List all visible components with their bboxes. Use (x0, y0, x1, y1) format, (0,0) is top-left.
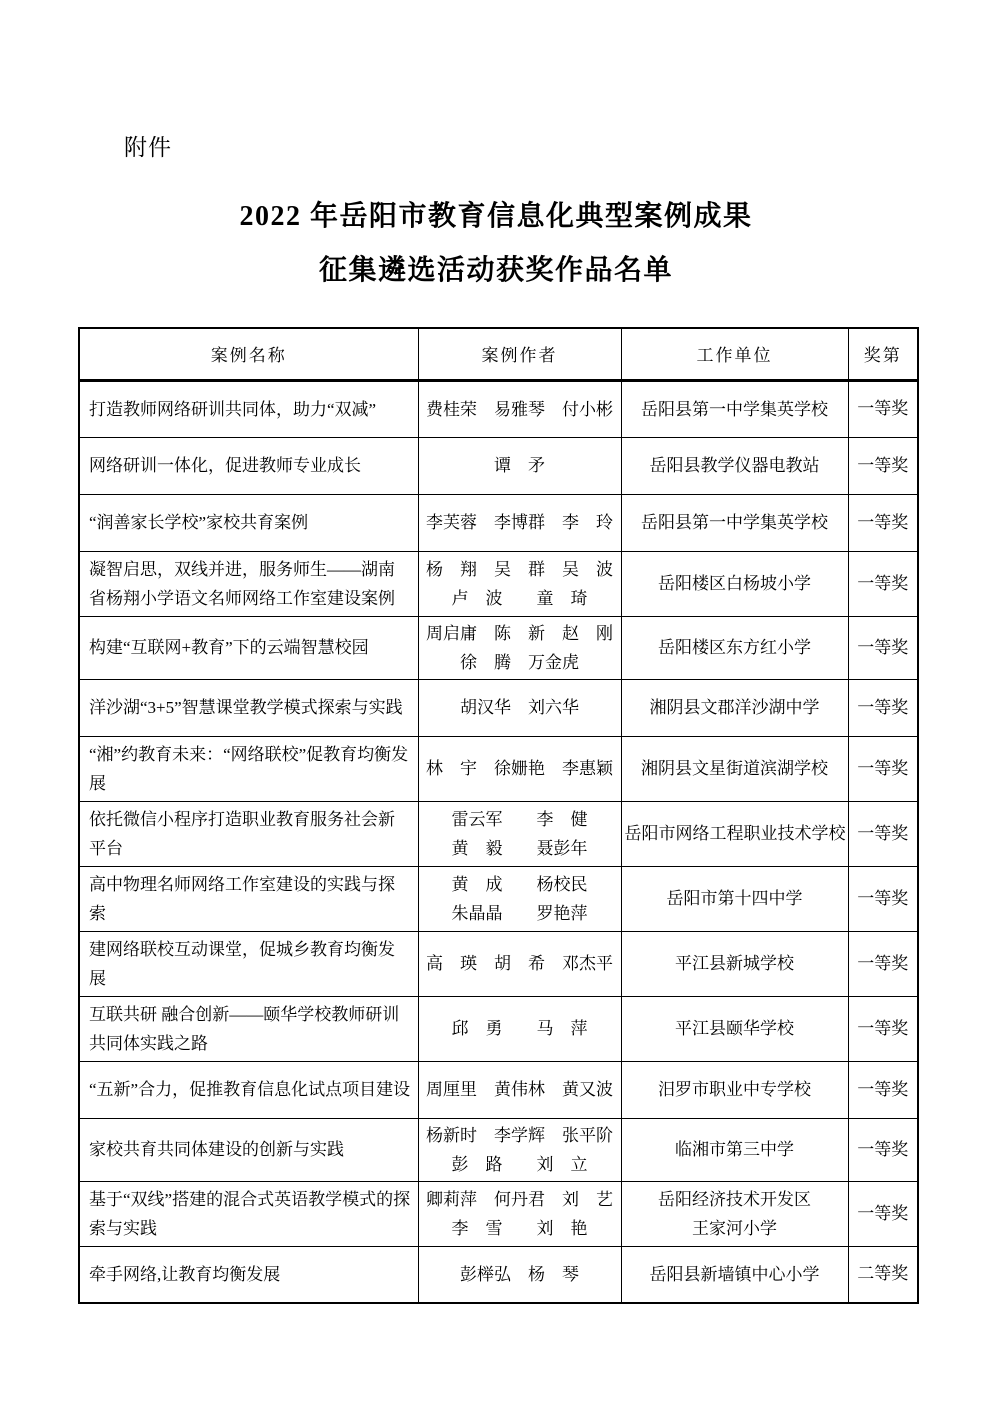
authors-cell (418, 1246, 621, 1303)
unit-cell (621, 494, 848, 551)
authors-line: 李芙蓉 李博群 李 玲 (426, 513, 613, 532)
unit-line: 平江县新城学校 (675, 954, 794, 973)
table-row (79, 551, 918, 616)
title-line-2: 征集遴选活动获奖作品名单 (318, 255, 673, 286)
award-cell: 二等奖 (848, 1246, 918, 1303)
authors-cell (418, 437, 621, 494)
authors-cell (418, 736, 621, 801)
unit-cell (621, 1061, 848, 1118)
table-row (79, 679, 918, 736)
unit-cell (621, 679, 848, 736)
unit-cell (621, 380, 848, 437)
table-row (79, 736, 918, 801)
unit-line: 平江县颐华学校 (675, 1019, 794, 1038)
case-name-cell: 凝智启思，双线并进，服务师生——湖南省杨翔小学语文名师网络工作室建设案例 (79, 551, 418, 616)
award-cell: 一等奖 (848, 494, 918, 551)
authors-cell (418, 801, 621, 866)
award-cell: 一等奖 (848, 866, 918, 931)
table-row (79, 1181, 918, 1246)
unit-cell (621, 616, 848, 679)
authors-line: 黄 成 杨校民 (451, 874, 588, 894)
unit-cell (621, 1246, 848, 1303)
authors-cell (418, 616, 621, 679)
case-name-cell: 洋沙湖“3+5”智慧课堂教学模式探索与实践 (79, 679, 418, 736)
award-cell: 一等奖 (848, 679, 918, 736)
authors-line: 杨新时 李学辉 张平阶 (426, 1125, 613, 1145)
authors-cell (418, 551, 621, 616)
authors-line: 邱 勇 马 萍 (451, 1019, 588, 1038)
award-cell: 一等奖 (848, 1181, 918, 1246)
award-cell: 一等奖 (848, 1061, 918, 1118)
authors-line: 彭榉弘 杨 琴 (460, 1264, 579, 1284)
authors-line: 费桂荣 易雅琴 付小彬 (426, 399, 613, 419)
table-row (79, 1061, 918, 1118)
authors-cell (418, 866, 621, 931)
authors-line: 高 瑛 胡 希 邓杰平 (426, 954, 613, 973)
case-name-cell: 互联共研 融合创新——颐华学校教师研训共同体实践之路 (79, 996, 418, 1061)
unit-cell (621, 866, 848, 931)
unit-line: 岳阳市网络工程职业技术学校 (624, 824, 846, 843)
unit-line: 汨罗市职业中专学校 (658, 1080, 811, 1099)
authors-line: 朱晶晶 罗艳萍 (451, 903, 588, 923)
table-row (79, 931, 918, 996)
unit-cell (621, 1181, 848, 1246)
unit-cell (621, 996, 848, 1061)
case-name-cell: “润善家长学校”家校共育案例 (79, 494, 418, 551)
unit-line: 岳阳县第一中学集英学校 (641, 513, 828, 532)
unit-cell (621, 736, 848, 801)
unit-line: 岳阳经济技术开发区 (658, 1189, 811, 1209)
unit-line: 岳阳县新墙镇中心小学 (649, 1264, 820, 1284)
header-authors: 案例作者 (418, 328, 621, 380)
unit-line: 岳阳市第十四中学 (666, 889, 803, 908)
authors-cell (418, 931, 621, 996)
unit-cell (621, 551, 848, 616)
header-case-name: 案例名称 (79, 328, 418, 380)
case-name-cell: 打造教师网络研训共同体，助力“双减” (79, 380, 418, 437)
unit-line: 湘阴县文郡洋沙湖中学 (649, 698, 820, 717)
table-row (79, 801, 918, 866)
table-row (79, 1246, 918, 1303)
table-row (79, 437, 918, 494)
award-cell: 一等奖 (848, 437, 918, 494)
header-work-unit: 工作单位 (621, 328, 848, 380)
authors-line: 李 雪 刘 艳 (451, 1218, 588, 1238)
case-name-cell: 构建“互联网+教育”下的云端智慧校园 (79, 616, 418, 679)
table-row (79, 616, 918, 679)
unit-line: 岳阳县教学仪器电教站 (649, 456, 820, 475)
case-name-cell: 基于“双线”搭建的混合式英语教学模式的探索与实践 (79, 1181, 418, 1246)
awards-table (78, 327, 919, 1304)
authors-line: 卢 波 童 琦 (451, 588, 588, 608)
award-cell: 一等奖 (848, 931, 918, 996)
table-row (79, 866, 918, 931)
table-row (79, 380, 918, 437)
authors-line: 胡汉华 刘六华 (460, 698, 579, 717)
authors-cell (418, 380, 621, 437)
award-cell: 一等奖 (848, 380, 918, 437)
award-cell: 一等奖 (848, 736, 918, 801)
title-line-1: 2022 年岳阳市教育信息化典型案例成果 (239, 201, 753, 232)
authors-line: 雷云军 李 健 (451, 809, 588, 829)
authors-line: 彭 路 刘 立 (451, 1154, 588, 1174)
unit-line: 岳阳楼区白杨坡小学 (658, 574, 811, 593)
award-cell: 一等奖 (848, 551, 918, 616)
unit-line: 王家河小学 (692, 1218, 777, 1238)
table-row (79, 996, 918, 1061)
document-title (0, 190, 992, 298)
authors-line: 周启庸 陈 新 赵 刚 (426, 623, 613, 643)
authors-line: 杨 翔 吴 群 吴 波 (426, 559, 613, 579)
case-name-cell: “湘”约教育未来：“网络联校”促教育均衡发展 (79, 736, 418, 801)
award-cell: 一等奖 (848, 996, 918, 1061)
authors-line: 周厘里 黄伟林 黄又波 (426, 1080, 613, 1099)
authors-cell (418, 1118, 621, 1181)
award-cell: 一等奖 (848, 616, 918, 679)
case-name-cell: 建网络联校互动课堂，促城乡教育均衡发展 (79, 931, 418, 996)
header-award: 奖第 (848, 328, 918, 380)
unit-line: 岳阳楼区东方红小学 (658, 638, 811, 657)
authors-cell (418, 996, 621, 1061)
case-name-cell: 家校共育共同体建设的创新与实践 (79, 1118, 418, 1181)
attachment-label: 附件 (124, 134, 172, 160)
case-name-cell: “五新”合力，促推教育信息化试点项目建设 (79, 1061, 418, 1118)
authors-cell (418, 1061, 621, 1118)
case-name-cell: 网络研训一体化，促进教师专业成长 (79, 437, 418, 494)
authors-line: 黄 毅 聂彭年 (451, 838, 588, 858)
table-row (79, 1118, 918, 1181)
award-cell: 一等奖 (848, 1118, 918, 1181)
authors-cell (418, 679, 621, 736)
authors-cell (418, 1181, 621, 1246)
authors-cell (418, 494, 621, 551)
case-name-cell: 高中物理名师网络工作室建设的实践与探索 (79, 866, 418, 931)
authors-line: 卿莉萍 何丹君 刘 艺 (426, 1189, 613, 1209)
authors-line: 徐 腾 万金虎 (460, 652, 579, 672)
table-header-row (79, 328, 918, 380)
case-name-cell: 牵手网络,让教育均衡发展 (79, 1246, 418, 1303)
unit-line: 临湘市第三中学 (675, 1140, 794, 1159)
authors-line: 谭 矛 (494, 456, 545, 475)
unit-cell (621, 437, 848, 494)
unit-line: 岳阳县第一中学集英学校 (641, 399, 828, 419)
table-body (79, 380, 918, 1303)
unit-cell (621, 1118, 848, 1181)
unit-cell (621, 931, 848, 996)
authors-line: 林 宇 徐姗艳 李惠颖 (426, 759, 613, 778)
table-row (79, 494, 918, 551)
case-name-cell: 依托微信小程序打造职业教育服务社会新平台 (79, 801, 418, 866)
unit-cell (621, 801, 848, 866)
unit-line: 湘阴县文星街道滨湖学校 (641, 759, 828, 778)
award-cell: 一等奖 (848, 801, 918, 866)
